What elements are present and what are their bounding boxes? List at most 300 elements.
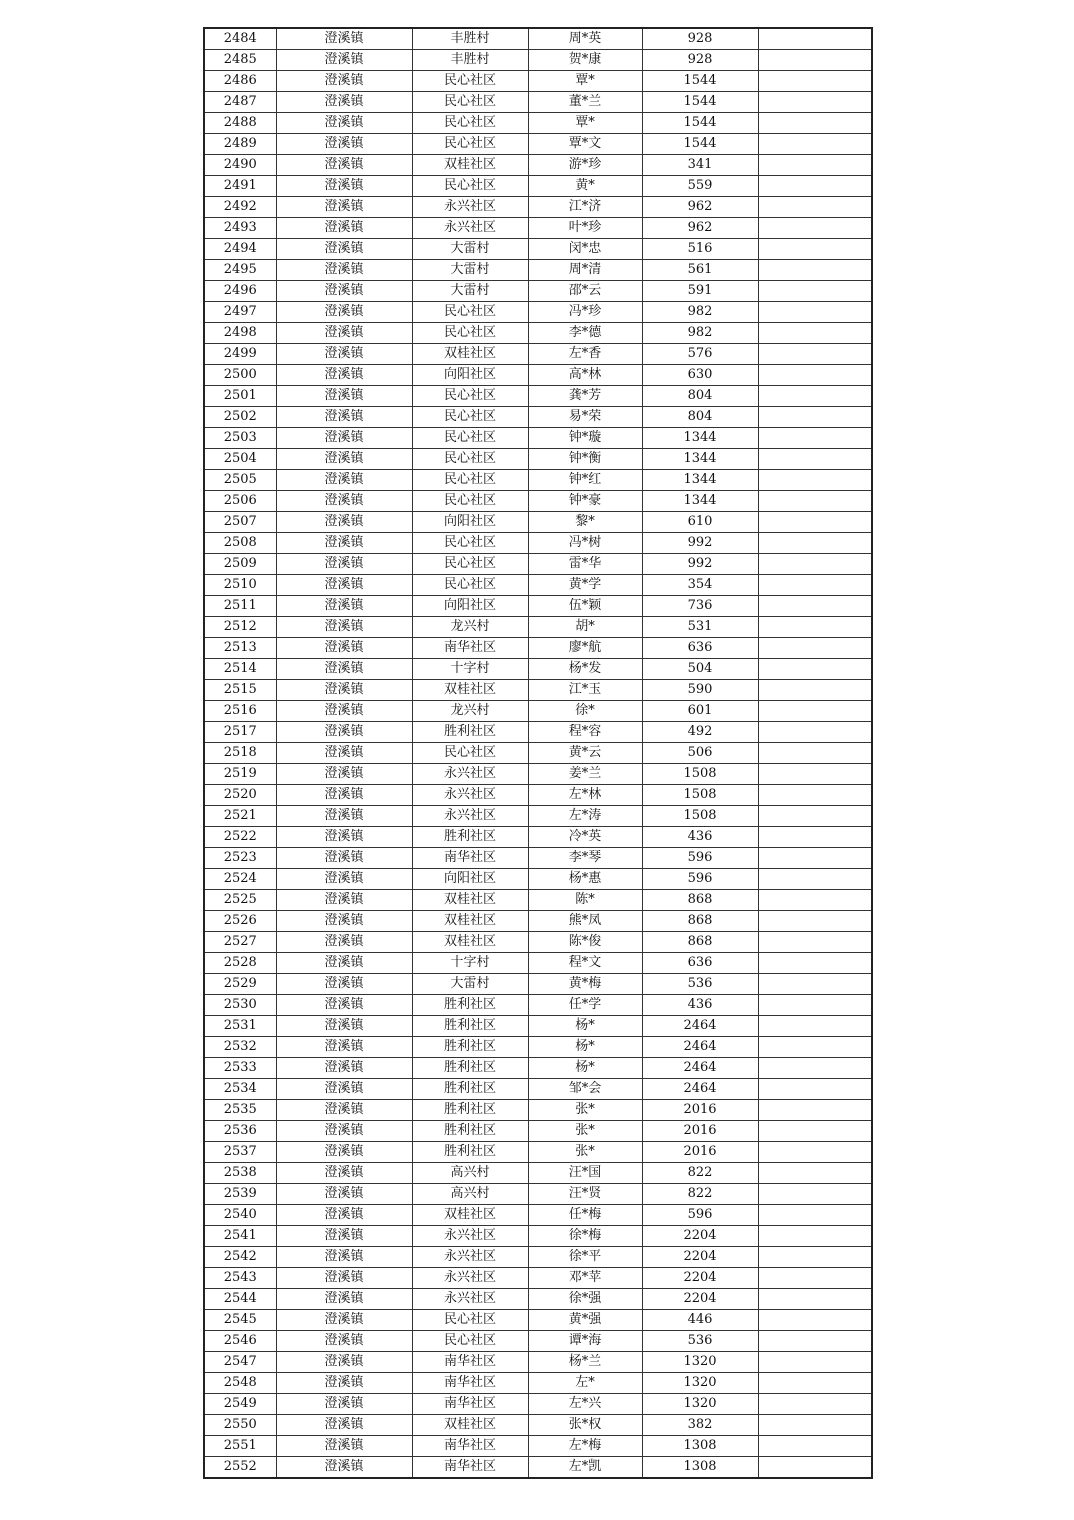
cell-note	[758, 1289, 872, 1310]
cell-name: 张*权	[528, 1415, 642, 1436]
table-row	[204, 869, 872, 890]
cell-village: 民心社区	[412, 470, 528, 491]
cell-town: 澄溪镇	[276, 638, 412, 659]
cell-village: 胜利社区	[412, 827, 528, 848]
table-row	[204, 1100, 872, 1121]
cell-village: 向阳社区	[412, 596, 528, 617]
cell-note	[758, 92, 872, 113]
cell-town: 澄溪镇	[276, 659, 412, 680]
cell-town: 澄溪镇	[276, 50, 412, 71]
cell-note	[758, 1373, 872, 1394]
cell-village: 双桂社区	[412, 911, 528, 932]
cell-note	[758, 1226, 872, 1247]
cell-village: 双桂社区	[412, 1205, 528, 1226]
cell-index: 2488	[204, 113, 276, 134]
cell-amount: 822	[642, 1163, 758, 1184]
cell-name: 熊*凤	[528, 911, 642, 932]
cell-amount: 596	[642, 848, 758, 869]
cell-village: 南华社区	[412, 1394, 528, 1415]
cell-amount: 1544	[642, 92, 758, 113]
cell-note	[758, 995, 872, 1016]
table-row	[204, 176, 872, 197]
cell-village: 民心社区	[412, 533, 528, 554]
cell-index: 2502	[204, 407, 276, 428]
cell-note	[758, 50, 872, 71]
cell-name: 覃*	[528, 71, 642, 92]
table-row	[204, 1079, 872, 1100]
cell-village: 胜利社区	[412, 1079, 528, 1100]
cell-town: 澄溪镇	[276, 1205, 412, 1226]
table-row	[204, 1394, 872, 1415]
cell-name: 徐*平	[528, 1247, 642, 1268]
table-row	[204, 491, 872, 512]
cell-amount: 928	[642, 50, 758, 71]
table-row	[204, 1121, 872, 1142]
cell-index: 2547	[204, 1352, 276, 1373]
table-row	[204, 428, 872, 449]
cell-name: 江*济	[528, 197, 642, 218]
cell-name: 游*珍	[528, 155, 642, 176]
cell-village: 高兴村	[412, 1184, 528, 1205]
cell-amount: 1320	[642, 1394, 758, 1415]
cell-amount: 2204	[642, 1226, 758, 1247]
cell-town: 澄溪镇	[276, 365, 412, 386]
cell-town: 澄溪镇	[276, 176, 412, 197]
cell-index: 2496	[204, 281, 276, 302]
cell-amount: 2464	[642, 1037, 758, 1058]
cell-town: 澄溪镇	[276, 722, 412, 743]
cell-amount: 1544	[642, 134, 758, 155]
table-row	[204, 533, 872, 554]
cell-town: 澄溪镇	[276, 1247, 412, 1268]
cell-name: 左*梅	[528, 1436, 642, 1457]
cell-town: 澄溪镇	[276, 764, 412, 785]
table-row	[204, 344, 872, 365]
cell-town: 澄溪镇	[276, 1100, 412, 1121]
cell-amount: 630	[642, 365, 758, 386]
cell-amount: 382	[642, 1415, 758, 1436]
cell-amount: 804	[642, 407, 758, 428]
table-row	[204, 365, 872, 386]
cell-amount: 2464	[642, 1058, 758, 1079]
cell-note	[758, 1037, 872, 1058]
cell-name: 姜*兰	[528, 764, 642, 785]
cell-town: 澄溪镇	[276, 596, 412, 617]
cell-town: 澄溪镇	[276, 890, 412, 911]
cell-village: 永兴社区	[412, 764, 528, 785]
cell-village: 向阳社区	[412, 365, 528, 386]
cell-index: 2489	[204, 134, 276, 155]
cell-note	[758, 365, 872, 386]
cell-amount: 868	[642, 890, 758, 911]
cell-town: 澄溪镇	[276, 239, 412, 260]
cell-town: 澄溪镇	[276, 281, 412, 302]
cell-village: 民心社区	[412, 407, 528, 428]
cell-amount: 2464	[642, 1079, 758, 1100]
cell-note	[758, 428, 872, 449]
cell-town: 澄溪镇	[276, 323, 412, 344]
cell-village: 向阳社区	[412, 512, 528, 533]
table-row	[204, 827, 872, 848]
cell-note	[758, 764, 872, 785]
cell-amount: 576	[642, 344, 758, 365]
cell-index: 2551	[204, 1436, 276, 1457]
table-row	[204, 197, 872, 218]
cell-amount: 992	[642, 533, 758, 554]
cell-name: 黄*学	[528, 575, 642, 596]
cell-amount: 1320	[642, 1373, 758, 1394]
cell-village: 民心社区	[412, 1331, 528, 1352]
cell-amount: 1344	[642, 491, 758, 512]
cell-village: 大雷村	[412, 239, 528, 260]
cell-village: 民心社区	[412, 743, 528, 764]
cell-name: 左*	[528, 1373, 642, 1394]
cell-amount: 506	[642, 743, 758, 764]
cell-amount: 868	[642, 911, 758, 932]
cell-note	[758, 281, 872, 302]
cell-name: 闵*忠	[528, 239, 642, 260]
cell-town: 澄溪镇	[276, 1352, 412, 1373]
cell-index: 2509	[204, 554, 276, 575]
cell-index: 2526	[204, 911, 276, 932]
table-row	[204, 1142, 872, 1163]
table-row	[204, 28, 872, 50]
cell-town: 澄溪镇	[276, 911, 412, 932]
cell-town: 澄溪镇	[276, 995, 412, 1016]
cell-amount: 1544	[642, 71, 758, 92]
cell-name: 廖*航	[528, 638, 642, 659]
cell-amount: 982	[642, 302, 758, 323]
cell-index: 2520	[204, 785, 276, 806]
cell-name: 任*梅	[528, 1205, 642, 1226]
table-row	[204, 1373, 872, 1394]
cell-note	[758, 1310, 872, 1331]
table-row	[204, 1331, 872, 1352]
table-row	[204, 1016, 872, 1037]
cell-index: 2521	[204, 806, 276, 827]
cell-name: 黄*	[528, 176, 642, 197]
table-row	[204, 113, 872, 134]
cell-note	[758, 302, 872, 323]
cell-index: 2516	[204, 701, 276, 722]
cell-town: 澄溪镇	[276, 470, 412, 491]
cell-village: 双桂社区	[412, 680, 528, 701]
cell-index: 2494	[204, 239, 276, 260]
cell-name: 叶*珍	[528, 218, 642, 239]
cell-note	[758, 911, 872, 932]
table-row	[204, 155, 872, 176]
cell-town: 澄溪镇	[276, 743, 412, 764]
cell-village: 胜利社区	[412, 1142, 528, 1163]
cell-index: 2485	[204, 50, 276, 71]
cell-village: 永兴社区	[412, 197, 528, 218]
cell-index: 2506	[204, 491, 276, 512]
cell-index: 2524	[204, 869, 276, 890]
cell-town: 澄溪镇	[276, 1289, 412, 1310]
cell-note	[758, 1142, 872, 1163]
cell-name: 伍*颖	[528, 596, 642, 617]
cell-town: 澄溪镇	[276, 1268, 412, 1289]
cell-amount: 492	[642, 722, 758, 743]
cell-town: 澄溪镇	[276, 197, 412, 218]
cell-village: 龙兴村	[412, 617, 528, 638]
table-row	[204, 50, 872, 71]
cell-note	[758, 407, 872, 428]
cell-index: 2550	[204, 1415, 276, 1436]
table-row	[204, 1226, 872, 1247]
cell-town: 澄溪镇	[276, 680, 412, 701]
cell-amount: 516	[642, 239, 758, 260]
cell-name: 徐*梅	[528, 1226, 642, 1247]
cell-amount: 962	[642, 218, 758, 239]
cell-amount: 822	[642, 1184, 758, 1205]
table-row	[204, 470, 872, 491]
table-row	[204, 659, 872, 680]
cell-village: 永兴社区	[412, 218, 528, 239]
cell-amount: 601	[642, 701, 758, 722]
cell-town: 澄溪镇	[276, 785, 412, 806]
cell-amount: 531	[642, 617, 758, 638]
cell-village: 民心社区	[412, 575, 528, 596]
cell-village: 民心社区	[412, 554, 528, 575]
cell-name: 邵*云	[528, 281, 642, 302]
cell-town: 澄溪镇	[276, 1415, 412, 1436]
cell-index: 2533	[204, 1058, 276, 1079]
cell-village: 民心社区	[412, 386, 528, 407]
cell-town: 澄溪镇	[276, 512, 412, 533]
cell-amount: 590	[642, 680, 758, 701]
cell-index: 2491	[204, 176, 276, 197]
cell-note	[758, 638, 872, 659]
cell-town: 澄溪镇	[276, 1058, 412, 1079]
cell-note	[758, 239, 872, 260]
cell-name: 张*	[528, 1100, 642, 1121]
cell-index: 2527	[204, 932, 276, 953]
cell-amount: 1544	[642, 113, 758, 134]
cell-amount: 1320	[642, 1352, 758, 1373]
cell-amount: 962	[642, 197, 758, 218]
cell-note	[758, 1268, 872, 1289]
cell-note	[758, 1352, 872, 1373]
cell-index: 2548	[204, 1373, 276, 1394]
cell-name: 周*清	[528, 260, 642, 281]
cell-town: 澄溪镇	[276, 1016, 412, 1037]
cell-town: 澄溪镇	[276, 848, 412, 869]
table-row	[204, 92, 872, 113]
cell-town: 澄溪镇	[276, 1373, 412, 1394]
table-row	[204, 1247, 872, 1268]
cell-town: 澄溪镇	[276, 827, 412, 848]
cell-index: 2537	[204, 1142, 276, 1163]
cell-amount: 504	[642, 659, 758, 680]
cell-name: 冯*珍	[528, 302, 642, 323]
cell-town: 澄溪镇	[276, 449, 412, 470]
cell-note	[758, 449, 872, 470]
table-row	[204, 575, 872, 596]
cell-town: 澄溪镇	[276, 1163, 412, 1184]
cell-note	[758, 1079, 872, 1100]
cell-note	[758, 869, 872, 890]
cell-index: 2515	[204, 680, 276, 701]
cell-town: 澄溪镇	[276, 1436, 412, 1457]
cell-village: 民心社区	[412, 134, 528, 155]
cell-note	[758, 1121, 872, 1142]
cell-note	[758, 533, 872, 554]
cell-note	[758, 134, 872, 155]
cell-name: 黄*云	[528, 743, 642, 764]
cell-village: 南华社区	[412, 1436, 528, 1457]
cell-name: 徐*强	[528, 1289, 642, 1310]
cell-index: 2552	[204, 1457, 276, 1479]
cell-name: 江*玉	[528, 680, 642, 701]
cell-index: 2492	[204, 197, 276, 218]
cell-index: 2542	[204, 1247, 276, 1268]
table-row	[204, 1184, 872, 1205]
cell-name: 邓*苹	[528, 1268, 642, 1289]
cell-amount: 596	[642, 1205, 758, 1226]
cell-town: 澄溪镇	[276, 575, 412, 596]
table-row	[204, 722, 872, 743]
cell-index: 2530	[204, 995, 276, 1016]
cell-village: 胜利社区	[412, 995, 528, 1016]
cell-village: 永兴社区	[412, 1226, 528, 1247]
table-row	[204, 323, 872, 344]
cell-note	[758, 806, 872, 827]
cell-note	[758, 1415, 872, 1436]
cell-amount: 2204	[642, 1289, 758, 1310]
cell-town: 澄溪镇	[276, 1184, 412, 1205]
cell-name: 李*德	[528, 323, 642, 344]
table-row	[204, 764, 872, 785]
cell-town: 澄溪镇	[276, 1037, 412, 1058]
cell-village: 十字村	[412, 953, 528, 974]
table-row	[204, 743, 872, 764]
cell-village: 民心社区	[412, 1310, 528, 1331]
cell-town: 澄溪镇	[276, 806, 412, 827]
cell-note	[758, 554, 872, 575]
cell-index: 2511	[204, 596, 276, 617]
table-row	[204, 1415, 872, 1436]
cell-index: 2532	[204, 1037, 276, 1058]
cell-town: 澄溪镇	[276, 428, 412, 449]
table-row	[204, 995, 872, 1016]
table-row	[204, 386, 872, 407]
cell-amount: 610	[642, 512, 758, 533]
table-row	[204, 239, 872, 260]
cell-village: 胜利社区	[412, 1016, 528, 1037]
cell-town: 澄溪镇	[276, 533, 412, 554]
cell-town: 澄溪镇	[276, 218, 412, 239]
cell-name: 邹*会	[528, 1079, 642, 1100]
table-row	[204, 260, 872, 281]
cell-note	[758, 218, 872, 239]
cell-note	[758, 1205, 872, 1226]
cell-village: 双桂社区	[412, 932, 528, 953]
table-row	[204, 1352, 872, 1373]
cell-note	[758, 176, 872, 197]
cell-note	[758, 155, 872, 176]
cell-village: 民心社区	[412, 176, 528, 197]
cell-name: 杨*惠	[528, 869, 642, 890]
cell-index: 2514	[204, 659, 276, 680]
cell-name: 冯*树	[528, 533, 642, 554]
cell-amount: 982	[642, 323, 758, 344]
cell-index: 2549	[204, 1394, 276, 1415]
cell-name: 覃*	[528, 113, 642, 134]
cell-index: 2536	[204, 1121, 276, 1142]
cell-index: 2529	[204, 974, 276, 995]
cell-note	[758, 512, 872, 533]
cell-note	[758, 785, 872, 806]
cell-amount: 992	[642, 554, 758, 575]
cell-name: 钟*衡	[528, 449, 642, 470]
cell-note	[758, 701, 872, 722]
cell-name: 任*学	[528, 995, 642, 1016]
cell-index: 2499	[204, 344, 276, 365]
cell-note	[758, 1394, 872, 1415]
cell-amount: 536	[642, 1331, 758, 1352]
cell-note	[758, 28, 872, 50]
cell-amount: 436	[642, 995, 758, 1016]
cell-index: 2487	[204, 92, 276, 113]
table-row	[204, 1268, 872, 1289]
cell-index: 2545	[204, 1310, 276, 1331]
table-row	[204, 1163, 872, 1184]
cell-name: 杨*发	[528, 659, 642, 680]
cell-amount: 1508	[642, 785, 758, 806]
table-row	[204, 848, 872, 869]
cell-index: 2504	[204, 449, 276, 470]
cell-note	[758, 1331, 872, 1352]
cell-town: 澄溪镇	[276, 974, 412, 995]
cell-amount: 1308	[642, 1436, 758, 1457]
table-row	[204, 890, 872, 911]
cell-amount: 1508	[642, 806, 758, 827]
cell-index: 2540	[204, 1205, 276, 1226]
cell-amount: 2016	[642, 1100, 758, 1121]
table-row	[204, 1310, 872, 1331]
cell-village: 民心社区	[412, 92, 528, 113]
cell-name: 汪*贤	[528, 1184, 642, 1205]
cell-note	[758, 1457, 872, 1479]
cell-village: 永兴社区	[412, 1247, 528, 1268]
cell-amount: 804	[642, 386, 758, 407]
table-row	[204, 911, 872, 932]
table-row	[204, 218, 872, 239]
table-row	[204, 449, 872, 470]
cell-index: 2534	[204, 1079, 276, 1100]
cell-amount: 868	[642, 932, 758, 953]
cell-amount: 354	[642, 575, 758, 596]
cell-town: 澄溪镇	[276, 1310, 412, 1331]
cell-index: 2539	[204, 1184, 276, 1205]
cell-town: 澄溪镇	[276, 155, 412, 176]
cell-amount: 1508	[642, 764, 758, 785]
cell-note	[758, 323, 872, 344]
cell-note	[758, 260, 872, 281]
cell-village: 双桂社区	[412, 1415, 528, 1436]
cell-village: 双桂社区	[412, 890, 528, 911]
table-row	[204, 617, 872, 638]
cell-town: 澄溪镇	[276, 554, 412, 575]
cell-note	[758, 1163, 872, 1184]
table-row	[204, 554, 872, 575]
cell-amount: 341	[642, 155, 758, 176]
cell-note	[758, 491, 872, 512]
cell-village: 永兴社区	[412, 1268, 528, 1289]
cell-village: 南华社区	[412, 1352, 528, 1373]
table-row	[204, 1037, 872, 1058]
